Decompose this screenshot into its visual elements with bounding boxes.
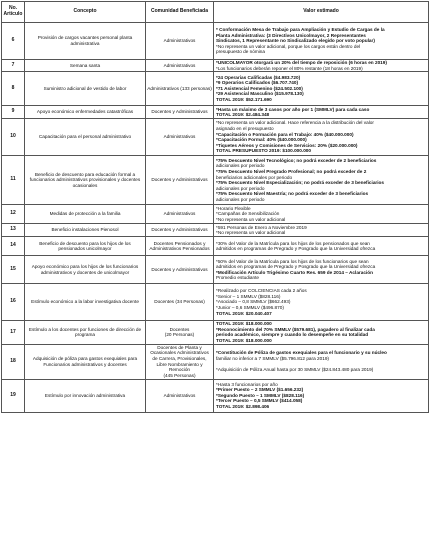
value-line: *Hasta un máximo de 3 casos por año por 1 (SMMLV) para cada caso — [216, 106, 370, 112]
table-row — [2, 106, 429, 119]
value-line: asignado en el presupuesto — [216, 126, 274, 131]
value-line: admitidos en programas de Pregrado y Posgrado que la Universidad ofrezca — [216, 264, 376, 270]
value-cell — [214, 284, 429, 321]
concept-cell: Suministro adicional de vestido de labor — [25, 72, 146, 106]
beneficiary-count: (445 Personas) — [163, 372, 196, 378]
value-line: *Capacitación Formal: 40% ($40.000.000) — [216, 137, 307, 143]
value-line: *Capacitación o Formación para el Trabajo: 40% ($40.000.000) — [216, 131, 354, 137]
value-line: *75% Descuento Nivel Tecnológico; no podrá exceder de 2 beneficiarios — [216, 157, 377, 163]
value-line: familiar no inferior a 7 SMMLV ($5.796.812 para 2019) — [216, 355, 329, 361]
beneficiary-text: Docentes y Administrativos — [151, 109, 208, 115]
value-line: *No representa un valor adicional — [216, 216, 286, 222]
value-line: *Constitución de Póliza de gastos exequiales para el funcionario y su núcleo — [216, 350, 387, 356]
beneficiary-cell — [146, 119, 214, 156]
value-line: *Junior – 0,6 SMMLV ($496.870) — [216, 304, 284, 310]
header-concept: Concepto — [25, 2, 146, 23]
beneficiary-cell — [146, 344, 214, 379]
value-line: periodo académico, siempre y cuando lo desempeñe en su totalidad — [216, 332, 369, 338]
concept-cell: Provisión de cargos vacantes personal planta administrativa — [25, 23, 146, 60]
concept-cell: Beneficio instalaciones Pienosol — [25, 224, 146, 237]
beneficiary-cell — [146, 156, 214, 205]
value-line: *Campañas de Sensibilización — [216, 211, 280, 217]
value-line: *71 Asistencial Femenino ($24.502.100) — [216, 85, 303, 91]
concept-cell: Apoyo económico para los hijos de los funcionarios administrativos y docentes de unicolmayor — [25, 256, 146, 284]
value-line: presupuesto de nómina — [216, 49, 265, 55]
concept-cell: Adquisición de póliza para gastos exequiales para Funcionarios administrativos y docentes — [25, 344, 146, 379]
beneficiary-text: Docentes — [169, 326, 190, 332]
table-row — [2, 237, 429, 256]
value-line: *Asociado – 0,8 SMMLV ($662.493) — [216, 299, 291, 305]
table-row — [2, 379, 429, 412]
value-line: *UNICOLMAYOR otorgará un 20% del tiempo de reposición (6 horas en 2019) — [216, 60, 387, 65]
beneficiary-text: Docentes Pensionados y Administrativos Pensionados — [149, 240, 210, 252]
article-number: 6 — [2, 23, 25, 60]
beneficiary-text: Administrativos — [163, 134, 196, 140]
concept-cell: Beneficio de descuento para educación formal a funcionarios administrativos provisionales y docentes ocasionales — [25, 156, 146, 205]
value-line: Planta Administrativa: (3 Directivos Unicolmayor, 2 Representantes — [216, 32, 366, 38]
beneficiary-cell — [146, 72, 214, 106]
value-line: *591 Personas de Enero a Noviembre 2019 — [216, 224, 307, 230]
concept-cell: Estímulo económico a la labor investigativa docente — [25, 284, 146, 321]
beneficiary-cell — [146, 379, 214, 412]
value-cell — [214, 256, 429, 284]
value-line: *Adquisición de Póliza Anual hasta por 30 SMMLV ($24.843.480 para 2019) — [216, 367, 374, 373]
value-line: *29 Asistencial Masculino ($15.978.130) — [216, 91, 304, 97]
beneficiary-cell — [146, 224, 214, 237]
value-line: TOTAL 2019: $52.171.690 — [216, 97, 272, 103]
beneficiary-text: Administrativos — [163, 211, 196, 217]
value-line: admitidos en programas de Pregrado y Posgrado que la Universidad ofrezca — [216, 246, 376, 252]
table-row — [2, 156, 429, 205]
value-line: *Segundo Puesto – 1 SMMLV ($828.116) — [216, 392, 305, 398]
beneficiary-text: Administrativos — [163, 62, 196, 68]
table-row — [2, 60, 429, 72]
beneficiary-cell — [146, 284, 214, 321]
value-line: *No representa un valor adicional. Hace referencia a la distribución del valor — [216, 120, 374, 126]
value-line: *Los funcionarios deberán reponer el 80% restante (18 horas en 2019) — [216, 65, 363, 71]
beneficiary-cell — [146, 23, 214, 60]
beneficiary-text: Docentes y Administrativos — [151, 227, 208, 233]
header-beneficiary: Comunidad Beneficiada — [146, 2, 214, 23]
value-line: *Tiquetes Aéreos y Comisiones de Servicios: 20% ($20.000.000) — [216, 142, 358, 148]
value-line: TOTAL 2019: $2.484.348 — [216, 112, 270, 118]
value-line: adicionales por periodo — [216, 163, 265, 169]
table-row — [2, 119, 429, 156]
article-number: 16 — [2, 284, 25, 321]
beneficiary-cell — [146, 205, 214, 224]
header-num: No. Artículo — [2, 2, 25, 23]
value-cell — [214, 237, 429, 256]
table-row — [2, 321, 429, 344]
value-line: *Senior – 1 SMMLV ($828.116) — [216, 293, 281, 299]
value-line: *Reconocimiento del 70% SMMLV ($579.681), pagadero al finalizar cada — [216, 326, 375, 332]
value-line: beneficiarios adicionales por periodo — [216, 174, 293, 180]
value-line: *30% del Valor de la Matrícula para los hijos de los pensionados que sean — [216, 240, 370, 246]
value-line: * Conformación Mesa de Trabajo para Ampliación y Estudio de Cargas de la — [216, 27, 385, 33]
value-line: *Modificación Artículo Trigésimo Cuarto Res. 659 de 2014 – Aclaración — [216, 269, 373, 275]
article-number: 13 — [2, 224, 25, 237]
beneficiary-cell — [146, 237, 214, 256]
value-line: *50% del Valor de la Matrícula para los hijos de los funcionarios que sean — [216, 258, 369, 264]
concept-cell: Beneficio de descuento para los hijos de los pensionados unicolmayor — [25, 237, 146, 256]
value-cell — [214, 60, 429, 72]
article-number: 12 — [2, 205, 25, 224]
concept-cell: Estímulo por innovación administrativa — [25, 379, 146, 412]
value-line: *Tercer Puesto – 0,5 SMMLV ($414.058) — [216, 398, 303, 404]
beneficiary-cell — [146, 256, 214, 284]
beneficiary-text: Docentes y Administrativos — [151, 177, 208, 183]
article-number: 15 — [2, 256, 25, 284]
value-line: *Hasta 3 funcionarios por año — [216, 381, 278, 387]
header-value: Valor estimado — [214, 2, 429, 23]
value-line: Sindicatos, 1 Representante no Sindicalizado elegido por voto popular) — [216, 38, 375, 44]
value-line: *75% Descuento Nivel Pregrado Profesional; no podrá exceder de 2 — [216, 169, 367, 174]
article-number: 8 — [2, 72, 25, 106]
value-line: *Horario Flexible — [216, 205, 251, 211]
article-number: 10 — [2, 119, 25, 156]
article-number: 11 — [2, 156, 25, 205]
beneficiary-text: Administrativos — [163, 38, 196, 44]
value-cell — [214, 72, 429, 106]
value-line: *24 Operarias Calificadas ($4.983.720) — [216, 74, 301, 80]
value-line: Promedio estudiante — [216, 275, 259, 281]
value-cell — [214, 344, 429, 379]
value-line: adicionales por periodo — [216, 185, 265, 191]
table-row — [2, 72, 429, 106]
concept-cell: Capacitación para el personal administrativo — [25, 119, 146, 156]
concept-cell: Semana santa — [25, 60, 146, 72]
value-line: *75% Descuento Nivel Especialización; no podrá exceder de 3 beneficiarios — [216, 180, 385, 186]
value-line: TOTAL 2019: $20.040.407 — [216, 310, 272, 316]
value-line: *Realizado por COLCIENCIAS cada 2 años — [216, 288, 307, 294]
value-cell — [214, 106, 429, 119]
value-line: *75% Descuento Nivel Maestría; no podrá exceder de 3 beneficiarios — [216, 191, 369, 197]
concept-cell: Medidas de protección a la familia — [25, 205, 146, 224]
table-row — [2, 205, 429, 224]
value-cell — [214, 119, 429, 156]
value-cell — [214, 379, 429, 412]
article-number: 18 — [2, 344, 25, 379]
beneficiary-text: Docentes (34 Personas) — [154, 299, 205, 305]
value-cell — [214, 23, 429, 60]
beneficiary-cell — [146, 106, 214, 119]
value-line: *9 Operarios Calificados ($6.707.740) — [216, 80, 299, 86]
beneficiary-cell — [146, 321, 214, 344]
table-row — [2, 224, 429, 237]
table-row — [2, 284, 429, 321]
beneficiary-text: Docentes de Planta y Ocasionales Administrativos de Carrera, Provisionales, Libre Nombramiento y Remoción — [150, 344, 209, 373]
article-number: 7 — [2, 60, 25, 72]
value-line: TOTAL 2019: $2.898.406 — [216, 403, 270, 409]
beneficiary-text: Administrativos — [163, 392, 196, 398]
beneficiary-text: Administrativos (133 personas) — [147, 85, 212, 91]
article-number: 17 — [2, 321, 25, 344]
value-line: TOTAL 2019: $18.000.000 — [216, 321, 272, 327]
value-line: TOTAL 2019: $18.000.000 — [216, 337, 272, 343]
value-line: *No representa un valor adicional — [216, 230, 286, 236]
benefits-table — [1, 1, 429, 413]
article-number: 19 — [2, 379, 25, 412]
table-row — [2, 256, 429, 284]
value-line: *No representa un valor adicional, porque los cargos están dentro del — [216, 43, 361, 49]
value-cell — [214, 205, 429, 224]
table-row — [2, 23, 429, 60]
value-line: TOTAL PRESUPUESTO 2019: $100.000.000 — [216, 148, 312, 154]
concept-cell: Apoyo económico enfermedades catastróficas — [25, 106, 146, 119]
table-row — [2, 344, 429, 379]
value-line: *Primer Puesto – 2 SMMLV ($1.656.232) — [216, 387, 304, 393]
article-number: 9 — [2, 106, 25, 119]
beneficiary-text: Docentes y Administrativos — [151, 266, 208, 272]
concept-cell: Estímulo a los docentes por funciones de dirección de programa — [25, 321, 146, 344]
value-cell — [214, 321, 429, 344]
value-cell — [214, 224, 429, 237]
article-number: 14 — [2, 237, 25, 256]
value-line: adicionales por periodo — [216, 196, 265, 202]
beneficiary-cell — [146, 60, 214, 72]
beneficiary-count: (20 Personas) — [164, 332, 195, 338]
value-cell — [214, 156, 429, 205]
